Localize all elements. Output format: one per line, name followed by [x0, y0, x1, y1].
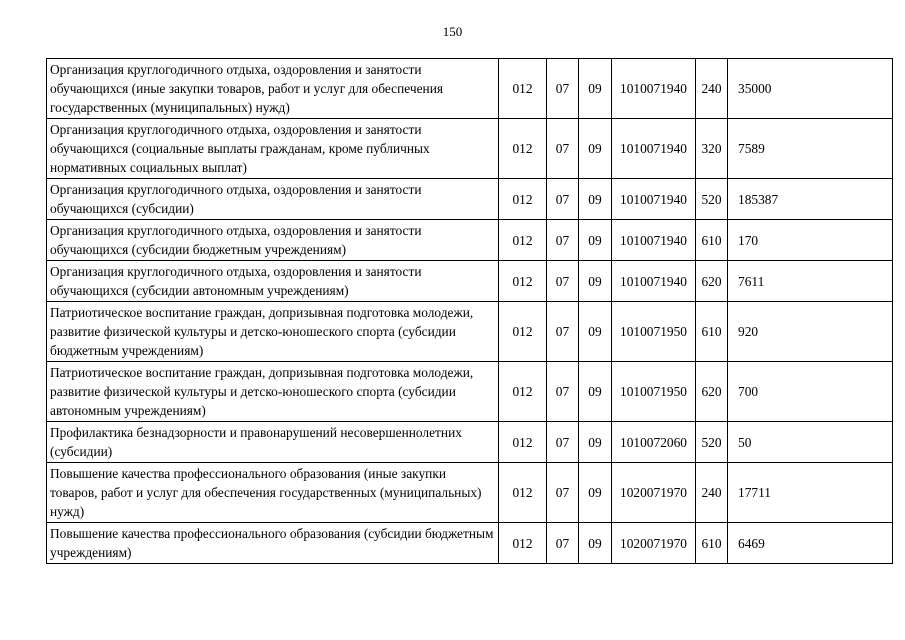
- target-article-code: 1010071940: [612, 220, 696, 261]
- dept-code: 012: [499, 59, 547, 119]
- target-article-code: 1010071940: [612, 261, 696, 302]
- subsection-code: 09: [579, 179, 612, 220]
- section-code: 07: [547, 302, 579, 362]
- expense-type-code: 610: [696, 523, 728, 564]
- target-article-code: 1010072060: [612, 422, 696, 463]
- expense-type-code: 240: [696, 59, 728, 119]
- row-description: Организация круглогодичного отдыха, оздоровления и занятости обучающихся (субсидии автономным учреждениям): [47, 261, 499, 302]
- section-code: 07: [547, 59, 579, 119]
- amount: 170: [728, 220, 893, 261]
- amount: 700: [728, 362, 893, 422]
- row-description: Организация круглогодичного отдыха, оздоровления и занятости обучающихся (иные закупки товаров, работ и услуг для обеспечения государственных (муниципальных) нужд): [47, 59, 499, 119]
- section-code: 07: [547, 362, 579, 422]
- expense-type-code: 620: [696, 261, 728, 302]
- row-description: Патриотическое воспитание граждан, допризывная подготовка молодежи, развитие физической культуры и детско-юношеского спорта (субсидии автономным учреждениям): [47, 362, 499, 422]
- dept-code: 012: [499, 261, 547, 302]
- target-article-code: 1020071970: [612, 523, 696, 564]
- amount: 7611: [728, 261, 893, 302]
- subsection-code: 09: [579, 523, 612, 564]
- subsection-code: 09: [579, 261, 612, 302]
- expense-type-code: 520: [696, 422, 728, 463]
- subsection-code: 09: [579, 119, 612, 179]
- target-article-code: 1010071940: [612, 59, 696, 119]
- expense-type-code: 320: [696, 119, 728, 179]
- amount: 35000: [728, 59, 893, 119]
- target-article-code: 1010071950: [612, 362, 696, 422]
- subsection-code: 09: [579, 362, 612, 422]
- dept-code: 012: [499, 523, 547, 564]
- section-code: 07: [547, 422, 579, 463]
- subsection-code: 09: [579, 220, 612, 261]
- row-description: Организация круглогодичного отдыха, оздоровления и занятости обучающихся (субсидии): [47, 179, 499, 220]
- section-code: 07: [547, 463, 579, 523]
- table-row: [47, 463, 893, 523]
- row-description: Повышение качества профессионального образования (субсидии бюджетным учреждениям): [47, 523, 499, 564]
- table-row: [47, 302, 893, 362]
- subsection-code: 09: [579, 422, 612, 463]
- section-code: 07: [547, 220, 579, 261]
- table-row: [47, 362, 893, 422]
- section-code: 07: [547, 261, 579, 302]
- expense-type-code: 610: [696, 302, 728, 362]
- row-description: Организация круглогодичного отдыха, оздоровления и занятости обучающихся (социальные выплаты гражданам, кроме публичных нормативных социальных выплат): [47, 119, 499, 179]
- budget-table: [46, 58, 893, 564]
- dept-code: 012: [499, 119, 547, 179]
- target-article-code: 1010071950: [612, 302, 696, 362]
- row-description: Профилактика безнадзорности и правонарушений несовершеннолетних (субсидии): [47, 422, 499, 463]
- row-description: Организация круглогодичного отдыха, оздоровления и занятости обучающихся (субсидии бюджетным учреждениям): [47, 220, 499, 261]
- dept-code: 012: [499, 179, 547, 220]
- dept-code: 012: [499, 463, 547, 523]
- amount: 7589: [728, 119, 893, 179]
- amount: 50: [728, 422, 893, 463]
- expense-type-code: 620: [696, 362, 728, 422]
- section-code: 07: [547, 119, 579, 179]
- subsection-code: 09: [579, 59, 612, 119]
- table-row: [47, 523, 893, 564]
- expense-type-code: 240: [696, 463, 728, 523]
- amount: 17711: [728, 463, 893, 523]
- amount: 185387: [728, 179, 893, 220]
- section-code: 07: [547, 523, 579, 564]
- page-number: 150: [442, 24, 463, 39]
- table-row: [47, 422, 893, 463]
- expense-type-code: 610: [696, 220, 728, 261]
- target-article-code: 1020071970: [612, 463, 696, 523]
- table-row: [47, 119, 893, 179]
- table-row: [47, 261, 893, 302]
- table-row: [47, 179, 893, 220]
- amount: 6469: [728, 523, 893, 564]
- section-code: 07: [547, 179, 579, 220]
- table-row: [47, 59, 893, 119]
- subsection-code: 09: [579, 463, 612, 523]
- target-article-code: 1010071940: [612, 179, 696, 220]
- dept-code: 012: [499, 302, 547, 362]
- row-description: Патриотическое воспитание граждан, допризывная подготовка молодежи, развитие физической культуры и детско-юношеского спорта (субсидии бюджетным учреждениям): [47, 302, 499, 362]
- dept-code: 012: [499, 362, 547, 422]
- expense-type-code: 520: [696, 179, 728, 220]
- amount: 920: [728, 302, 893, 362]
- target-article-code: 1010071940: [612, 119, 696, 179]
- subsection-code: 09: [579, 302, 612, 362]
- dept-code: 012: [499, 422, 547, 463]
- budget-table-body: [47, 59, 893, 564]
- dept-code: 012: [499, 220, 547, 261]
- table-row: [47, 220, 893, 261]
- row-description: Повышение качества профессионального образования (иные закупки товаров, работ и услуг для обеспечения государственных (муниципальных) нужд): [47, 463, 499, 523]
